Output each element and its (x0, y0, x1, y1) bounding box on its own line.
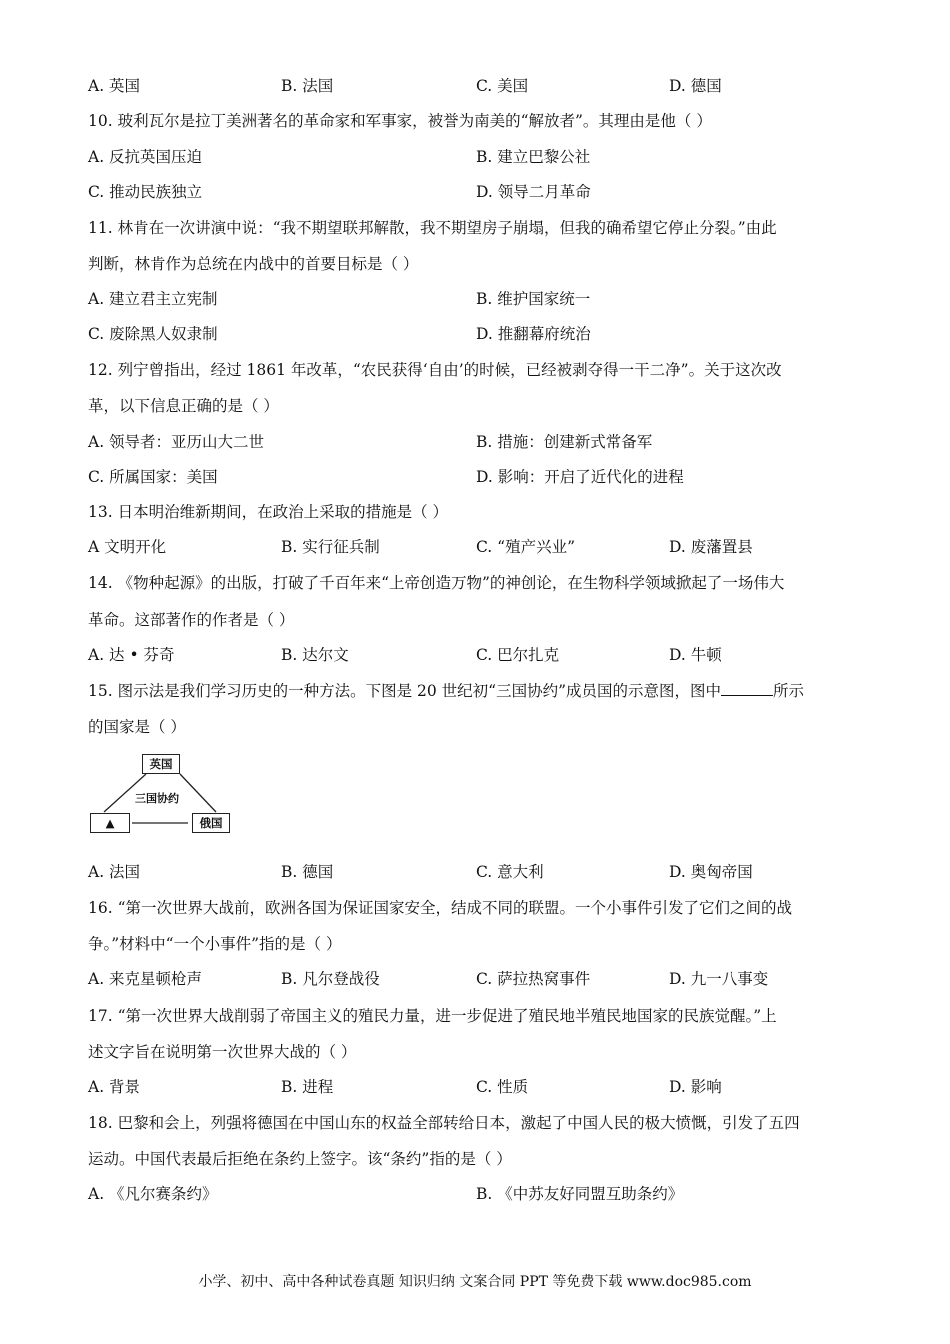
q14-stem-line1: 14. 《物种起源》的出版，打破了千百年来“上帝创造万物”的神创论，在生物科学领域掀起了一场伟大 (88, 574, 785, 592)
q13-option-a: A 文明开化 (88, 538, 167, 556)
q12-option-b: B. 措施：创建新式常备军 (476, 433, 653, 451)
q16-option-a: A. 来克星顿枪声 (88, 970, 203, 988)
q12-stem-line1: 12. 列宁曾指出，经过 1861 年改革，“农民获得‘自由’的时候，已经被剥夺得一干二净”。关于这次改 (88, 361, 782, 379)
diagram-box-right: 俄国 (192, 813, 230, 833)
q16-stem-line2: 争。”材料中“一个小事件”指的是（ ） (88, 935, 342, 953)
q13-option-b: B. 实行征兵制 (281, 538, 380, 556)
q14-option-d: D. 牛顿 (669, 646, 722, 664)
q18-stem-line2: 运动。中国代表最后拒绝在条约上签字。该“条约”指的是（ ） (88, 1150, 512, 1168)
q15-option-b: B. 德国 (281, 863, 334, 881)
q15-option-c: C. 意大利 (476, 863, 544, 881)
q11-option-d: D. 推翻幕府统治 (476, 325, 591, 343)
q10-option-b: B. 建立巴黎公社 (476, 148, 591, 166)
q15-stem-line1 (88, 681, 804, 701)
q15-stem-line2: 的国家是（ ） (88, 718, 186, 736)
q9-option-c: C. 美国 (476, 77, 529, 95)
q17-option-c: C. 性质 (476, 1078, 529, 1096)
diagram-box-left-unknown: ▲ (90, 813, 130, 833)
q15-option-a: A. 法国 (88, 863, 141, 881)
q10-stem: 10. 玻利瓦尔是拉丁美洲著名的革命家和军事家，被誉为南美的“解放者”。其理由是他（ ） (88, 112, 712, 130)
q11-option-c: C. 废除黑人奴隶制 (88, 325, 218, 343)
q11-stem-line2: 判断，林肯作为总统在内战中的首要目标是（ ） (88, 255, 419, 273)
q17-option-a: A. 背景 (88, 1078, 141, 1096)
q15-stem-line1-b: 所示 (773, 682, 805, 700)
q16-option-d: D. 九一八事变 (669, 970, 769, 988)
q11-option-a: A. 建立君主立宪制 (88, 290, 218, 308)
q16-option-b: B. 凡尔登战役 (281, 970, 380, 988)
q10-option-c: C. 推动民族独立 (88, 183, 203, 201)
q12-option-a: A. 领导者：亚历山大二世 (88, 433, 265, 451)
q17-stem-line2: 述文字旨在说明第一次世界大战的（ ） (88, 1043, 357, 1061)
page-footer: 小学、初中、高中各种试卷真题 知识归纳 文案合同 PPT 等免费下载 www.doc985.com (198, 1274, 752, 1290)
q13-stem: 13. 日本明治维新期间，在政治上采取的措施是（ ） (88, 503, 449, 521)
q17-option-d: D. 影响 (669, 1078, 722, 1096)
q18-option-a: A. 《凡尔赛条约》 (88, 1185, 218, 1203)
q12-option-c: C. 所属国家：美国 (88, 468, 218, 486)
q17-option-b: B. 进程 (281, 1078, 334, 1096)
q14-stem-line2: 革命。这部著作的作者是（ ） (88, 611, 295, 629)
q14-option-b: B. 达尔文 (281, 646, 349, 664)
q10-option-d: D. 领导二月革命 (476, 183, 591, 201)
triple-entente-diagram (88, 752, 238, 844)
q15-blank (721, 681, 773, 696)
q10-option-a: A. 反抗英国压迫 (88, 148, 203, 166)
q16-stem-line1: 16. “第一次世界大战前，欧洲各国为保证国家安全，结成不同的联盟。一个小事件引发了它们之间的战 (88, 899, 793, 917)
q9-option-b: B. 法国 (281, 77, 334, 95)
q16-option-c: C. 萨拉热窝事件 (476, 970, 591, 988)
q18-stem-line1: 18. 巴黎和会上，列强将德国在中国山东的权益全部转给日本，激起了中国人民的极大愤慨，引发了五四 (88, 1114, 800, 1132)
q18-option-b: B. 《中苏友好同盟互助条约》 (476, 1185, 684, 1203)
q12-option-d: D. 影响：开启了近代化的进程 (476, 468, 684, 486)
q11-stem-line1: 11. 林肯在一次讲演中说：“我不期望联邦解散，我不期望房子崩塌，但我的确希望它停止分裂。”由此 (88, 219, 777, 237)
connector-right (180, 774, 216, 812)
q15-stem-line1-a: 15. 图示法是我们学习历史的一种方法。下图是 20 世纪初“三国协约”成员国的示意图，图中 (88, 682, 722, 700)
q14-option-c: C. 巴尔扎克 (476, 646, 560, 664)
q15-option-d: D. 奥匈帝国 (669, 863, 753, 881)
q13-option-d: D. 废藩置县 (669, 538, 753, 556)
q13-option-c: C. “殖产兴业” (476, 538, 576, 556)
q14-option-a: A. 达 • 芬奇 (88, 646, 175, 664)
diagram-box-top: 英国 (142, 754, 180, 774)
q9-option-d: D. 德国 (669, 77, 722, 95)
q11-option-b: B. 维护国家统一 (476, 290, 591, 308)
q17-stem-line1: 17. “第一次世界大战削弱了帝国主义的殖民力量，进一步促进了殖民地半殖民地国家的民族觉醒。”上 (88, 1007, 777, 1025)
diagram-center-label: 三国协约 (135, 792, 179, 805)
q9-option-a: A. 英国 (88, 77, 141, 95)
q12-stem-line2: 革，以下信息正确的是（ ） (88, 397, 279, 415)
